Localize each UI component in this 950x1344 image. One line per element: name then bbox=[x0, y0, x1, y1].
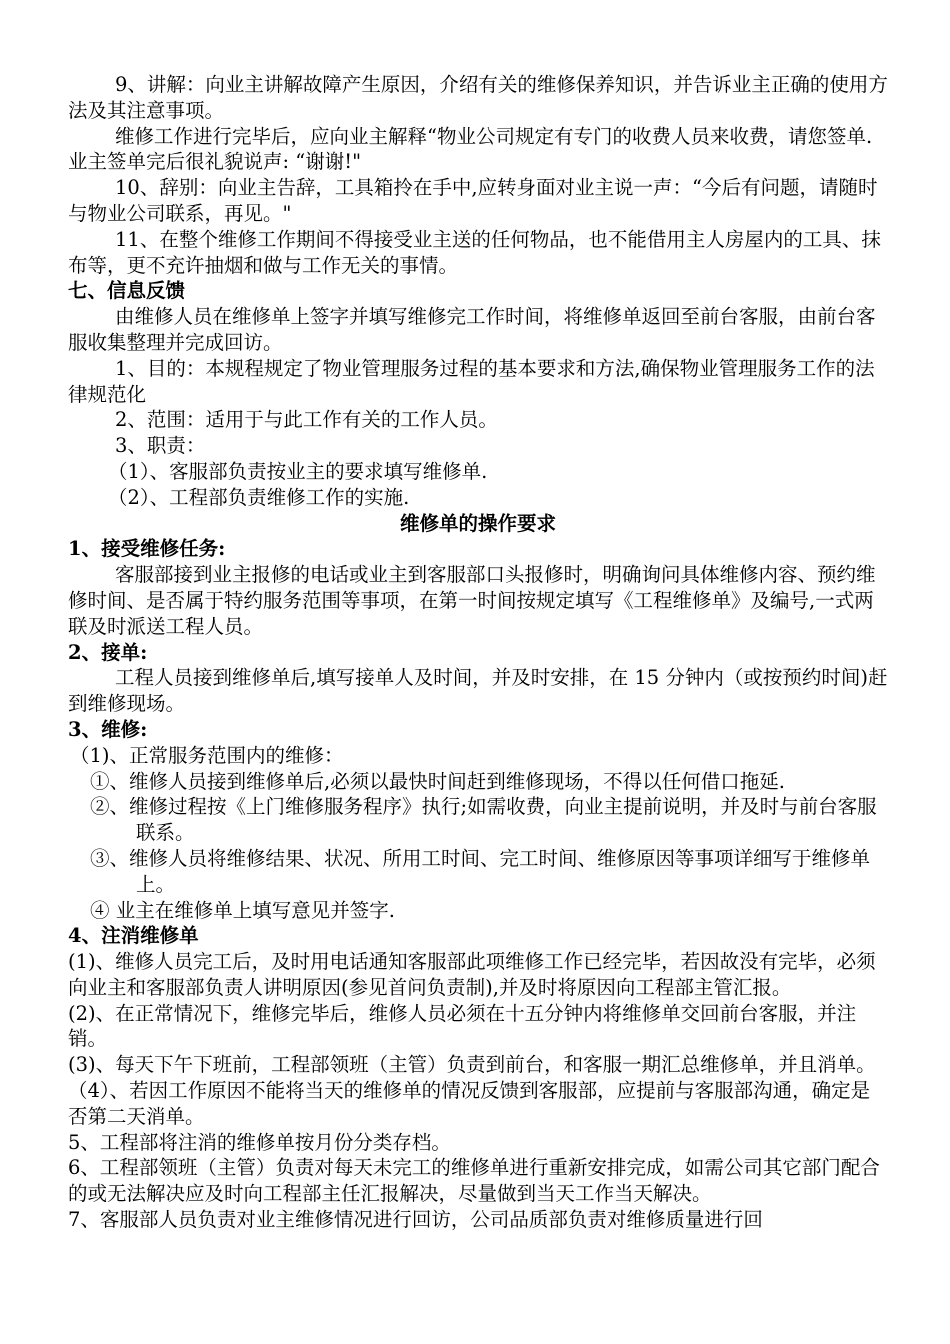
paragraph-followup: 7、客服部人员负责对业主维修情况进行回访，公司品质部负责对维修质量进行回 bbox=[68, 1208, 763, 1232]
paragraph-archive: 5、工程部将注消的维修单按月份分类存档。 bbox=[68, 1130, 451, 1154]
paragraph-repair-scope: （1)、正常服务范围内的维修： bbox=[70, 743, 344, 767]
paragraph-sign: 维修工作进行完毕后，应向业主解释“物业公司规定有专门的收费人员来收费，请您签单.业主签单完后很礼貌说声: “谢谢!" bbox=[68, 124, 873, 174]
paragraph-duty-2: （2）、工程部负责维修工作的实施. bbox=[108, 485, 410, 509]
document-page bbox=[68, 72, 888, 1233]
list-item-repair-4: ④ 业主在维修单上填写意见并签字. bbox=[90, 898, 395, 922]
paragraph-cancel-2: (2)、在正常情况下，维修完毕后，维修人员必须在十五分钟内将维修单交回前台客服，并注销。 bbox=[68, 1001, 857, 1051]
paragraph-purpose: 1、目的：本规程规定了物业管理服务过程的基本要求和方法,确保物业管理服务工作的法律规范化 bbox=[68, 356, 875, 406]
section-heading-cancel: 4、注消维修单 bbox=[68, 924, 199, 948]
paragraph-accept: 客服部接到业主报修的电话或业主到客服部口头报修时，明确询问具体维修内容、预约维修时间、是否属于特约服务范围等事项，在第一时间按规定填写《工程维修单》及编号,一式两联及时派送工程人员。 bbox=[68, 563, 876, 638]
list-item-repair-2: ②、维修过程按《上门维修服务程序》执行;如需收费，向业主提前说明，并及时与前台客服联系。 bbox=[90, 795, 877, 845]
paragraph-cancel-1: (1)、维修人员完工后，及时用电话通知客服部此项维修工作已经完毕，若因故没有完毕，必须向业主和客服部负责人讲明原因(参见首问负责制),并及时将原因向工程部主管汇报。 bbox=[68, 950, 876, 999]
paragraph-farewell: 10、辞别：向业主告辞，工具箱拎在手中,应转身面对业主说一声：“今后有问题，请随时与物业公司联系，再见。" bbox=[68, 176, 878, 225]
paragraph-duty: 3、职责： bbox=[115, 434, 206, 458]
paragraph-reschedule: 6、工程部领班（主管）负责对每天未完工的维修单进行重新安排完成，如需公司其它部门配合的或无法解决应及时向工程部主任汇报解决，尽量做到当天工作当天解决。 bbox=[68, 1156, 880, 1206]
paragraph-conduct: 11、在整个维修工作期间不得接受业主送的任何物品，也不能借用主人房屋内的工具、抹布等，更不充许抽烟和做与工作无关的事情。 bbox=[68, 227, 881, 277]
section-heading-receive: 2、接单: bbox=[68, 640, 148, 664]
section-heading-feedback: 七、信息反馈 bbox=[68, 279, 186, 303]
section-heading-accept: 1、接受维修任务: bbox=[68, 537, 226, 561]
paragraph-cancel-4: （4）、若因工作原因不能将当天的维修单的情况反馈到客服部，应提前与客服部沟通，确定是否第二天消单。 bbox=[68, 1079, 871, 1128]
paragraph-duty-1: （1）、客服部负责按业主的要求填写维修单. bbox=[108, 459, 488, 483]
paragraph-receive: 工程人员接到维修单后,填写接单人及时间，并及时安排，在 15 分钟内（或按预约时间)赶到维修现场。 bbox=[68, 666, 888, 716]
paragraph-explain: 9、讲解：向业主讲解故障产生原因，介绍有关的维修保养知识，并告诉业主正确的使用方法及其注意事项。 bbox=[68, 73, 888, 122]
section-heading-repair: 3、维修: bbox=[68, 717, 148, 741]
list-item-repair-1: ①、维修人员接到维修单后,必须以最快时间赶到维修现场，不得以任何借口拖延. bbox=[90, 769, 785, 793]
paragraph-feedback: 由维修人员在维修单上签字并填写维修完工作时间，将维修单返回至前台客服，由前台客服收集整理并完成回访。 bbox=[68, 305, 876, 354]
list-item-repair-3: ③、维修人员将维修结果、状况、所用工时间、完工时间、维修原因等事项详细写于维修单上。 bbox=[90, 846, 871, 896]
paragraph-cancel-3: (3)、每天下午下班前，工程部领班（主管）负责到前台，和客服一期汇总维修单，并且消单。 bbox=[68, 1053, 876, 1077]
document-title: 维修单的操作要求 bbox=[399, 511, 556, 535]
paragraph-scope: 2、范围：适用于与此工作有关的工作人员。 bbox=[115, 408, 498, 432]
